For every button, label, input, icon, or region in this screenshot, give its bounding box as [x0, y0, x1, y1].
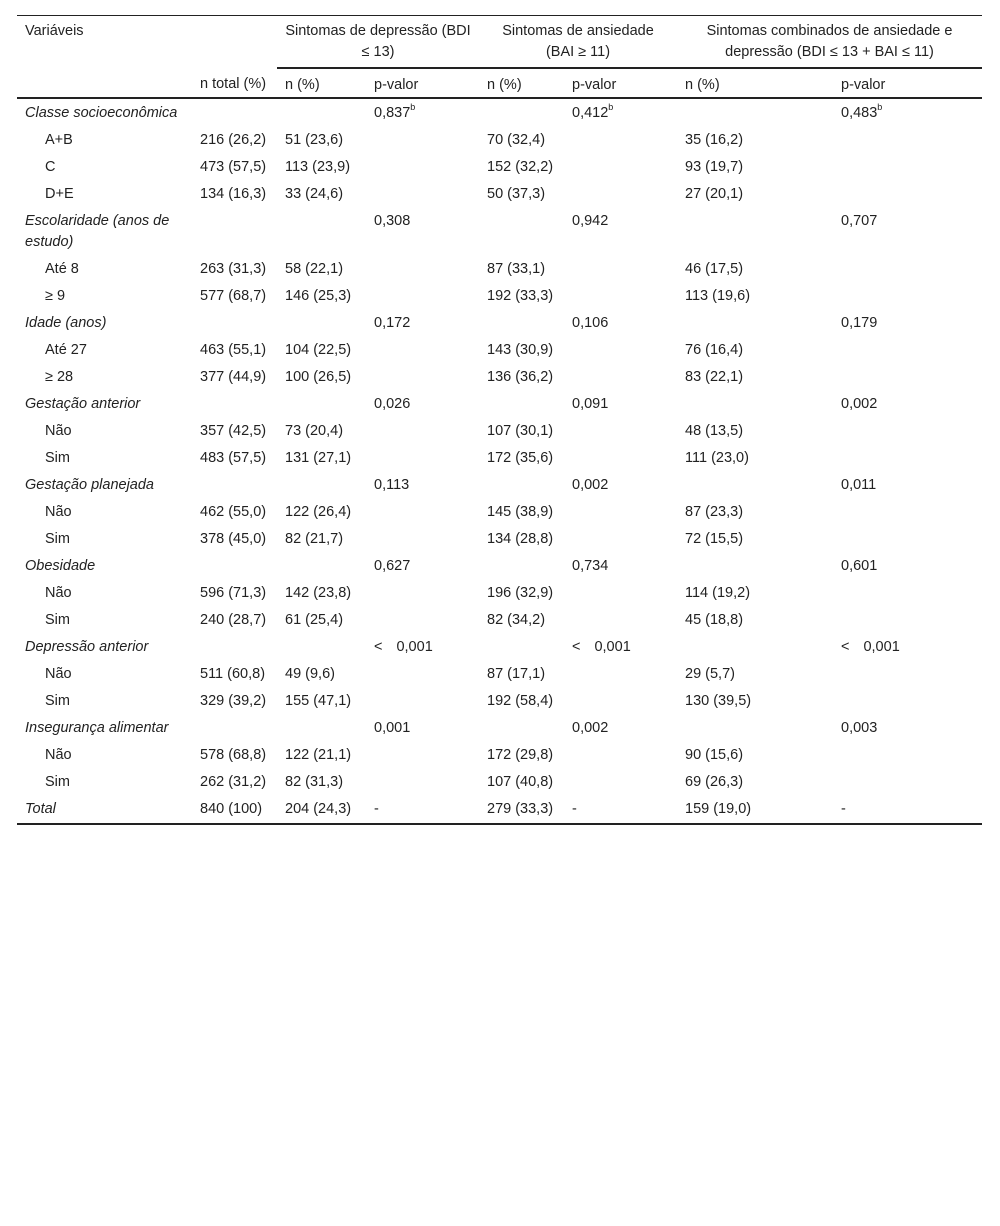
combined-p-value	[833, 207, 982, 255]
empty-cell	[366, 768, 479, 795]
row-label: Sim	[45, 612, 70, 628]
depression-n-value: 100 (26,5)	[285, 369, 352, 385]
combined-n-value: 72 (15,5)	[685, 531, 744, 547]
row-label: A+B	[45, 132, 73, 148]
empty-cell	[277, 98, 366, 126]
empty-cell	[366, 606, 479, 633]
table-row	[17, 336, 982, 363]
combined-n-value: 113 (19,6)	[685, 288, 751, 304]
table-row	[17, 579, 982, 606]
n-total-value: 262 (31,2)	[200, 774, 267, 790]
table-row	[17, 282, 982, 309]
empty-cell	[366, 255, 479, 282]
empty-cell	[677, 552, 833, 579]
combined-n-value: 76 (16,4)	[685, 342, 744, 358]
anxiety-n-value: 136 (36,2)	[487, 369, 554, 385]
table-row	[17, 126, 982, 153]
empty-cell	[564, 741, 677, 768]
table-row	[17, 417, 982, 444]
row-label: Sim	[45, 774, 70, 790]
n-total-value: 378 (45,0)	[200, 531, 267, 547]
combined-n-value: 93 (19,7)	[685, 159, 744, 175]
empty-cell	[833, 741, 982, 768]
footnote-marker: b	[410, 102, 416, 113]
depression-p-value	[366, 552, 479, 579]
p-value-text: 0,002	[572, 720, 609, 736]
table-body	[17, 98, 982, 824]
empty-cell	[192, 390, 277, 417]
n-total-value: 462 (55,0)	[200, 504, 267, 520]
subheader-comb-n: n (%)	[677, 68, 833, 98]
row-label: Sim	[45, 531, 70, 547]
empty-cell	[479, 714, 564, 741]
empty-cell	[192, 207, 277, 255]
empty-cell	[192, 471, 277, 498]
p-value-text: 0,837	[374, 105, 411, 121]
empty-cell	[564, 417, 677, 444]
p-value-text: 0,001	[594, 639, 631, 655]
empty-cell	[564, 336, 677, 363]
row-label: D+E	[45, 186, 74, 202]
category-label: Gestação anterior	[25, 396, 141, 412]
empty-cell	[564, 255, 677, 282]
anxiety-n-value: 172 (29,8)	[487, 747, 554, 763]
anxiety-n-value: 134 (28,8)	[487, 531, 554, 547]
empty-cell	[479, 633, 564, 660]
n-total-value: 263 (31,3)	[200, 261, 267, 277]
depression-n-value: 155 (47,1)	[285, 693, 352, 709]
empty-cell	[366, 180, 479, 207]
empty-cell	[192, 309, 277, 336]
empty-cell	[833, 363, 982, 390]
depression-n-value: 142 (23,8)	[285, 585, 352, 601]
combined-n-value: 130 (39,5)	[685, 693, 752, 709]
depression-p-value: -	[366, 795, 479, 824]
empty-cell	[277, 207, 366, 255]
depression-p-value	[366, 714, 479, 741]
depression-n-value: 131 (27,1)	[285, 450, 352, 466]
empty-cell	[366, 660, 479, 687]
n-total-value: 134 (16,3)	[200, 186, 267, 202]
p-value-text: 0,011	[841, 477, 877, 493]
n-total-value: 216 (26,2)	[200, 132, 267, 148]
depression-p-value	[366, 390, 479, 417]
category-label: Depressão anterior	[25, 639, 149, 655]
row-label: Não	[45, 504, 72, 520]
depression-p-value	[366, 98, 479, 126]
table-row	[17, 363, 982, 390]
combined-n-value: 90 (15,6)	[685, 747, 744, 763]
empty-cell	[564, 768, 677, 795]
n-total-value: 511 (60,8)	[200, 666, 266, 682]
subheader-dep-p: p-valor	[366, 68, 479, 98]
table-row	[17, 498, 982, 525]
category-row	[17, 633, 982, 660]
empty-cell	[564, 579, 677, 606]
anxiety-n-value: 152 (32,2)	[487, 159, 554, 175]
p-value-text: 0,627	[374, 558, 411, 574]
category-row	[17, 471, 982, 498]
category-label: Idade (anos)	[25, 315, 107, 331]
depression-n-value: 122 (21,1)	[285, 747, 352, 763]
empty-cell	[677, 714, 833, 741]
p-value-text: 0,002	[841, 396, 878, 412]
total-row	[17, 795, 982, 824]
empty-cell	[366, 363, 479, 390]
row-label: Sim	[45, 450, 70, 466]
empty-cell	[479, 98, 564, 126]
category-row	[17, 309, 982, 336]
anxiety-n-value: 145 (38,9)	[487, 504, 554, 520]
empty-cell	[833, 660, 982, 687]
category-row	[17, 98, 982, 126]
footnote-marker: b	[877, 102, 883, 113]
anxiety-n-value: 107 (30,1)	[487, 423, 554, 439]
p-value-text: 0,734	[572, 558, 609, 574]
empty-cell	[564, 606, 677, 633]
subheader-n-total: n total (%)	[192, 68, 277, 98]
empty-cell	[277, 471, 366, 498]
combined-p-value	[833, 390, 982, 417]
combined-p-value	[833, 471, 982, 498]
p-value-text: 0,106	[572, 315, 609, 331]
p-value-text: 0,001	[374, 720, 411, 736]
table-row	[17, 153, 982, 180]
depression-n-value: 122 (26,4)	[285, 504, 352, 520]
table-row	[17, 768, 982, 795]
empty-cell	[833, 126, 982, 153]
variables-header: Variáveis	[17, 16, 192, 69]
category-label: Gestação planejada	[25, 477, 154, 493]
table-row	[17, 687, 982, 714]
empty-cell	[564, 444, 677, 471]
category-label: Classe socioeconômica	[25, 105, 178, 121]
empty-cell	[192, 98, 277, 126]
empty-cell	[479, 471, 564, 498]
empty-cell	[833, 255, 982, 282]
anxiety-n-value: 82 (34,2)	[487, 612, 546, 628]
empty-cell	[277, 633, 366, 660]
empty-cell	[564, 525, 677, 552]
combined-n-value: 29 (5,7)	[685, 666, 735, 682]
empty-cell	[677, 98, 833, 126]
empty-cell	[366, 444, 479, 471]
empty-cell	[833, 768, 982, 795]
category-row	[17, 552, 982, 579]
anxiety-n-value: 87 (33,1)	[487, 261, 546, 277]
anxiety-n-value: 87 (17,1)	[487, 666, 546, 682]
empty-cell	[833, 153, 982, 180]
empty-cell	[277, 552, 366, 579]
empty-cell	[833, 180, 982, 207]
combined-n-value: 111 (23,0)	[685, 450, 749, 466]
p-value-text: 0,001	[863, 639, 900, 655]
row-label: Não	[45, 747, 72, 763]
empty-cell	[277, 309, 366, 336]
n-total-value: 377 (44,9)	[200, 369, 267, 385]
subheader-comb-p: p-valor	[833, 68, 982, 98]
combined-p-value	[833, 309, 982, 336]
combined-n-value: 45 (18,8)	[685, 612, 744, 628]
empty-cell	[366, 417, 479, 444]
empty-cell	[277, 714, 366, 741]
anxiety-p-value	[564, 98, 677, 126]
row-label: ≥ 28	[45, 369, 74, 385]
depression-group-header: Sintomas de depressão (BDI ≤ 13)	[277, 16, 479, 69]
n-total-value: 577 (68,7)	[200, 288, 267, 304]
subheader-dep-n: n (%)	[277, 68, 366, 98]
combined-n-value: 83 (22,1)	[685, 369, 744, 385]
anxiety-n-value: 70 (32,4)	[487, 132, 546, 148]
category-row	[17, 390, 982, 417]
p-value-text: 0,179	[841, 315, 878, 331]
depression-n-value: 58 (22,1)	[285, 261, 344, 277]
row-label: Até 27	[45, 342, 87, 358]
p-value-text: 0,707	[841, 213, 878, 229]
subheader-anx-p: p-valor	[564, 68, 677, 98]
anxiety-group-header: Sintomas de ansiedade (BAI ≥ 11)	[479, 16, 677, 69]
table-row	[17, 660, 982, 687]
empty-cell	[366, 282, 479, 309]
p-value-text: 0,483	[841, 105, 878, 121]
combined-p-value	[833, 552, 982, 579]
empty-cell	[366, 336, 479, 363]
depression-p-value	[366, 309, 479, 336]
depression-n-value: 104 (22,5)	[285, 342, 352, 358]
empty-cell	[479, 552, 564, 579]
n-total-value: 578 (68,8)	[200, 747, 267, 763]
empty-cell	[677, 633, 833, 660]
p-value-text: 0,002	[572, 477, 609, 493]
empty-cell	[277, 390, 366, 417]
row-label: Sim	[45, 693, 70, 709]
category-label: Obesidade	[25, 558, 96, 574]
table-header	[17, 16, 982, 99]
empty-cell	[833, 687, 982, 714]
combined-p-value	[833, 714, 982, 741]
anxiety-n-value: 279 (33,3)	[479, 795, 564, 824]
p-value-text: 0,026	[374, 396, 411, 412]
empty-cell	[192, 633, 277, 660]
less-than-sign: <	[572, 639, 581, 655]
empty-cell	[564, 687, 677, 714]
less-than-sign: <	[841, 639, 850, 655]
anxiety-p-value	[564, 552, 677, 579]
anxiety-p-value	[564, 471, 677, 498]
combined-p-value: -	[833, 795, 982, 824]
results-table-container	[17, 15, 982, 825]
n-total-value: 463 (55,1)	[200, 342, 267, 358]
combined-p-value	[833, 633, 982, 660]
empty-cell	[479, 390, 564, 417]
anxiety-n-value: 107 (40,8)	[487, 774, 554, 790]
empty-cell	[366, 741, 479, 768]
anxiety-n-value: 192 (33,3)	[487, 288, 554, 304]
combined-n-value: 159 (19,0)	[677, 795, 833, 824]
combined-n-value: 87 (23,3)	[685, 504, 744, 520]
depression-n-value: 204 (24,3)	[277, 795, 366, 824]
n-total-value: 596 (71,3)	[200, 585, 267, 601]
less-than-sign: <	[374, 639, 383, 655]
n-total-value: 840 (100)	[192, 795, 277, 824]
table-row	[17, 180, 982, 207]
empty-cell	[833, 525, 982, 552]
empty-cell	[564, 660, 677, 687]
empty-cell	[366, 153, 479, 180]
depression-n-value: 61 (25,4)	[285, 612, 344, 628]
depression-n-value: 49 (9,6)	[285, 666, 335, 682]
p-value-text: 0,172	[374, 315, 411, 331]
combined-n-value: 69 (26,3)	[685, 774, 744, 790]
row-label: Não	[45, 666, 72, 682]
depression-n-value: 73 (20,4)	[285, 423, 344, 439]
p-value-text: 0,113	[374, 477, 410, 493]
p-value-text: 0,001	[396, 639, 433, 655]
depression-n-value: 82 (21,7)	[285, 531, 344, 547]
empty-cell	[564, 126, 677, 153]
empty-cell	[192, 714, 277, 741]
depression-n-value: 51 (23,6)	[285, 132, 344, 148]
empty-cell	[677, 471, 833, 498]
empty-cell	[366, 525, 479, 552]
empty-cell	[677, 309, 833, 336]
empty-cell	[564, 282, 677, 309]
table-row	[17, 444, 982, 471]
table-row	[17, 741, 982, 768]
category-row	[17, 207, 982, 255]
n-total-value: 483 (57,5)	[200, 450, 267, 466]
empty-cell	[366, 579, 479, 606]
row-label: Até 8	[45, 261, 79, 277]
empty-cell	[564, 153, 677, 180]
anxiety-n-value: 196 (32,9)	[487, 585, 554, 601]
empty-cell	[833, 417, 982, 444]
depression-n-value: 82 (31,3)	[285, 774, 344, 790]
p-value-text: 0,308	[374, 213, 411, 229]
category-row	[17, 714, 982, 741]
empty-cell	[833, 606, 982, 633]
combined-n-value: 48 (13,5)	[685, 423, 744, 439]
depression-n-value: 146 (25,3)	[285, 288, 352, 304]
footnote-marker: b	[608, 102, 614, 113]
combined-n-value: 27 (20,1)	[685, 186, 744, 202]
subheader-anx-n: n (%)	[479, 68, 564, 98]
anxiety-p-value	[564, 633, 677, 660]
empty-cell	[366, 126, 479, 153]
n-total-value: 240 (28,7)	[200, 612, 267, 628]
anxiety-n-value: 143 (30,9)	[487, 342, 554, 358]
p-value-text: 0,942	[572, 213, 609, 229]
combined-n-value: 46 (17,5)	[685, 261, 744, 277]
empty-cell	[564, 363, 677, 390]
anxiety-p-value	[564, 390, 677, 417]
combined-group-header: Sintomas combinados de ansiedade e depressão (BDI ≤ 13 + BAI ≤ 11)	[677, 16, 982, 69]
empty-cell	[833, 282, 982, 309]
p-value-text: 0,003	[841, 720, 878, 736]
results-table	[17, 15, 982, 825]
n-total-value: 473 (57,5)	[200, 159, 267, 175]
table-row	[17, 255, 982, 282]
n-total-value: 329 (39,2)	[200, 693, 267, 709]
anxiety-n-value: 172 (35,6)	[487, 450, 554, 466]
anxiety-p-value	[564, 207, 677, 255]
empty-cell	[366, 498, 479, 525]
depression-n-value: 113 (23,9)	[285, 159, 351, 175]
anxiety-n-value: 50 (37,3)	[487, 186, 546, 202]
table-row	[17, 606, 982, 633]
empty-cell	[833, 444, 982, 471]
row-label: C	[45, 159, 56, 175]
depression-p-value	[366, 207, 479, 255]
empty-cell	[366, 687, 479, 714]
anxiety-p-value	[564, 309, 677, 336]
combined-n-value: 35 (16,2)	[685, 132, 744, 148]
table-row	[17, 525, 982, 552]
category-label: Escolaridade (anos de estudo)	[25, 213, 170, 250]
n-total-value: 357 (42,5)	[200, 423, 267, 439]
empty-cell	[192, 552, 277, 579]
p-value-text: 0,601	[841, 558, 878, 574]
combined-p-value	[833, 98, 982, 126]
empty-cell	[564, 180, 677, 207]
empty-cell	[479, 207, 564, 255]
anxiety-n-value: 192 (58,4)	[487, 693, 554, 709]
empty-cell	[833, 579, 982, 606]
row-label: Não	[45, 585, 72, 601]
p-value-text: 0,412	[572, 105, 609, 121]
category-label: Insegurança alimentar	[25, 720, 169, 736]
row-label: Não	[45, 423, 72, 439]
empty-cell	[564, 498, 677, 525]
depression-p-value	[366, 471, 479, 498]
empty-cell	[479, 309, 564, 336]
depression-p-value	[366, 633, 479, 660]
empty-cell	[833, 336, 982, 363]
row-label: ≥ 9	[45, 288, 66, 304]
empty-cell	[833, 498, 982, 525]
combined-n-value: 114 (19,2)	[685, 585, 751, 601]
empty-cell	[677, 390, 833, 417]
total-label: Total	[17, 795, 192, 824]
depression-n-value: 33 (24,6)	[285, 186, 344, 202]
anxiety-p-value: -	[564, 795, 677, 824]
p-value-text: 0,091	[572, 396, 609, 412]
anxiety-p-value	[564, 714, 677, 741]
empty-cell	[677, 207, 833, 255]
